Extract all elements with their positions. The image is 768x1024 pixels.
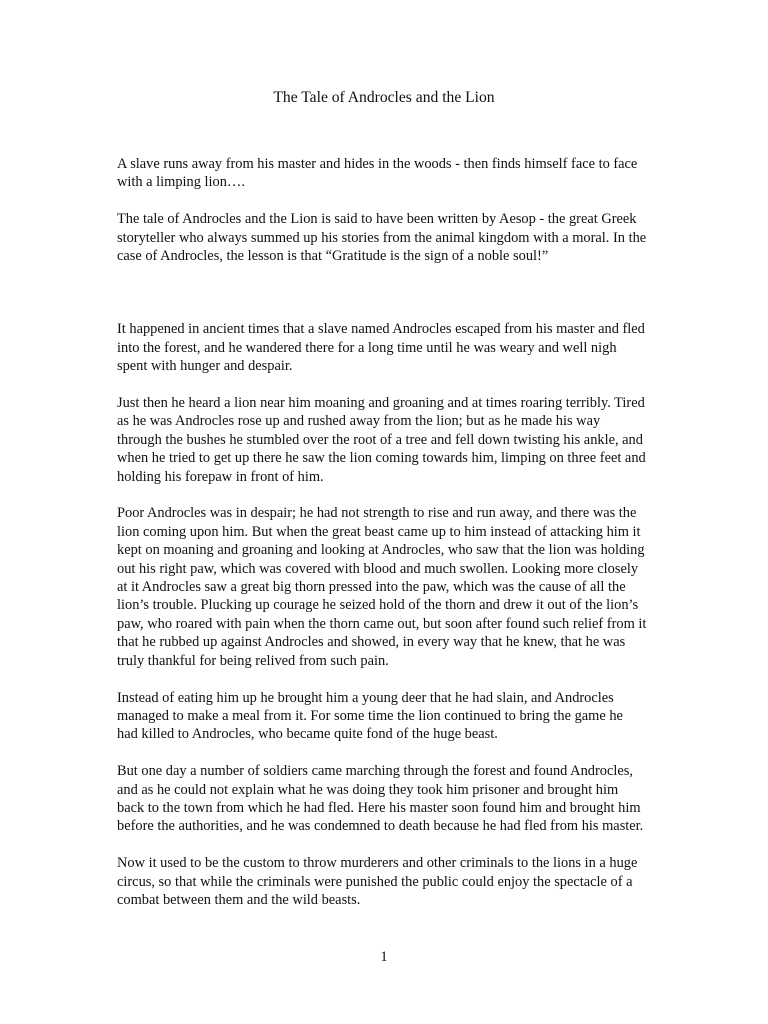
- paragraph-circus: Now it used to be the custom to throw murderers and other criminals to the lions in a huge circus, so that while the criminals were punished the public could enjoy the spectacle of a combat between them and the wild beasts.: [117, 855, 638, 908]
- paragraph-intro: A slave runs away from his master and hides in the woods - then finds himself face to face with a limping lion….: [117, 156, 638, 191]
- paragraph-lion-encounter: Just then he heard a lion near him moaning and groaning and at times roaring terribly. Tired as he was Androcles rose up and rushed away from the lion; but as he made his way through the bushes he stumbled over the root of a tree and fell down twisting his ankle, and when he tried to get up there he saw the lion coming towards him, limping on three feet and holding his forepaw in front of him.: [117, 395, 646, 485]
- paragraph-soldiers: But one day a number of soldiers came marching through the forest and found Androcles, and as he could not explain what he was doing they took him prisoner and brought him back to the town from which he had fled. Here his master soon found him and brought him before the authorities, and he was condemned to death because he had fled from his master.: [117, 763, 644, 835]
- paragraph-escape: It happened in ancient times that a slave named Androcles escaped from his master and fled into the forest, and he wandered there for a long time until he was weary and well nigh spent with hunger and despair.: [117, 321, 645, 375]
- document-body: [117, 155, 647, 909]
- page-number: 1: [380, 949, 388, 965]
- paragraph-thorn: Poor Androcles was in despair; he had not strength to rise and run away, and there was the lion coming upon him. But when the great beast came up to him instead of attacking him it kept on moaning and groaning and looking at Androcles, who saw that the lion was holding out his right paw, which was covered with blood and much swollen. Looking more closely at it Androcles saw a great big thorn pressed into the paw, which was the cause of all the lion’s trouble. Plucking up courage he seized hold of the thorn and drew it out of the lion’s paw, who roared with pain when the thorn came out, but soon after found such relief from it that he rubbed up against Androcles and showed, in every way that he knew, that he was truly thankful for being relived from such pain.: [117, 505, 647, 669]
- paragraph-about-tale: The tale of Androcles and the Lion is said to have been written by Aesop - the great Greek storyteller who always summed up his stories from the animal kingdom with a moral. In the case of Androcles, the lesson is that “Gratitude is the sign of a noble soul!”: [117, 211, 647, 265]
- paragraph-deer: Instead of eating him up he brought him a young deer that he had slain, and Androcles managed to make a meal from it. For some time the lion continued to bring the game he had killed to Androcles, who became quite fond of the huge beast.: [117, 689, 623, 743]
- page-title: The Tale of Androcles and the Lion: [273, 89, 495, 106]
